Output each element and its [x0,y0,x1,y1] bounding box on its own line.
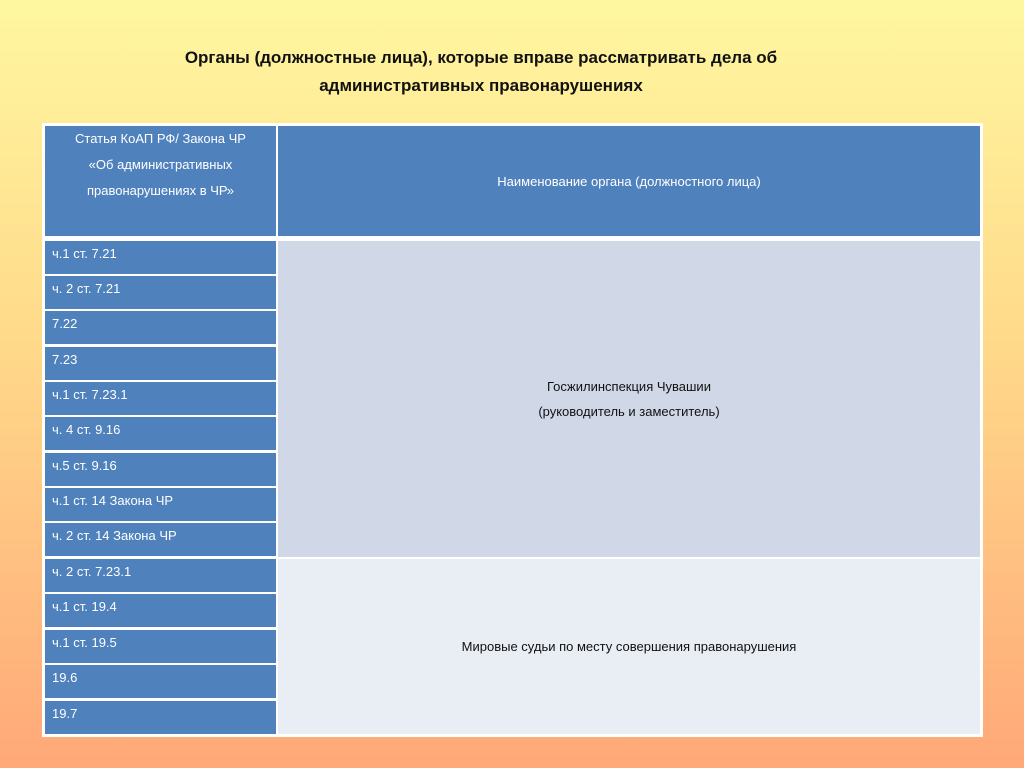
header-article-line: Статья КоАП РФ/ Закона ЧР [75,131,246,146]
authority-line: Госжилинспекция Чувашии [547,379,711,394]
authorities-table [42,123,983,737]
authority-line: Мировые судьи по месту совершения правонарушения [461,639,797,654]
table-row-article: 7.23 [45,347,276,380]
table-row-article: 19.7 [45,701,276,734]
header-authority-column [278,126,980,236]
header-article-line: «Об административных [88,157,233,172]
authority-cell-housing-inspection [278,241,980,557]
header-authority-label: Наименование органа (должностного лица) [497,173,761,189]
table-row-article: ч. 2 ст. 7.23.1 [45,559,276,592]
table-row-article: ч.1 ст. 14 Закона ЧР [45,488,276,521]
table-row-article: ч.1 ст. 7.21 [45,241,276,274]
table-row-article: ч. 2 ст. 14 Закона ЧР [45,523,276,556]
table-row-article: ч.1 ст. 19.5 [45,630,276,663]
authority-cell-magistrates [278,559,980,734]
table-row-article: ч.5 ст. 9.16 [45,453,276,486]
title-line-1: Органы (должностные лица), которые вправе рассматривать дела об [184,48,778,67]
table-row-article: ч.1 ст. 19.4 [45,594,276,627]
table-row-article: ч. 4 ст. 9.16 [45,417,276,450]
table-row-article: 19.6 [45,665,276,698]
header-article-column [45,126,276,236]
table-row-article: 7.22 [45,311,276,344]
table-row-article: ч.1 ст. 7.23.1 [45,382,276,415]
title-line-2: административных правонарушениях [319,76,643,95]
slide-title [0,44,962,100]
header-article-line: правонарушениях в ЧР» [86,183,235,198]
table-row-article: ч. 2 ст. 7.21 [45,276,276,309]
authority-line: (руководитель и заместитель) [538,404,720,419]
